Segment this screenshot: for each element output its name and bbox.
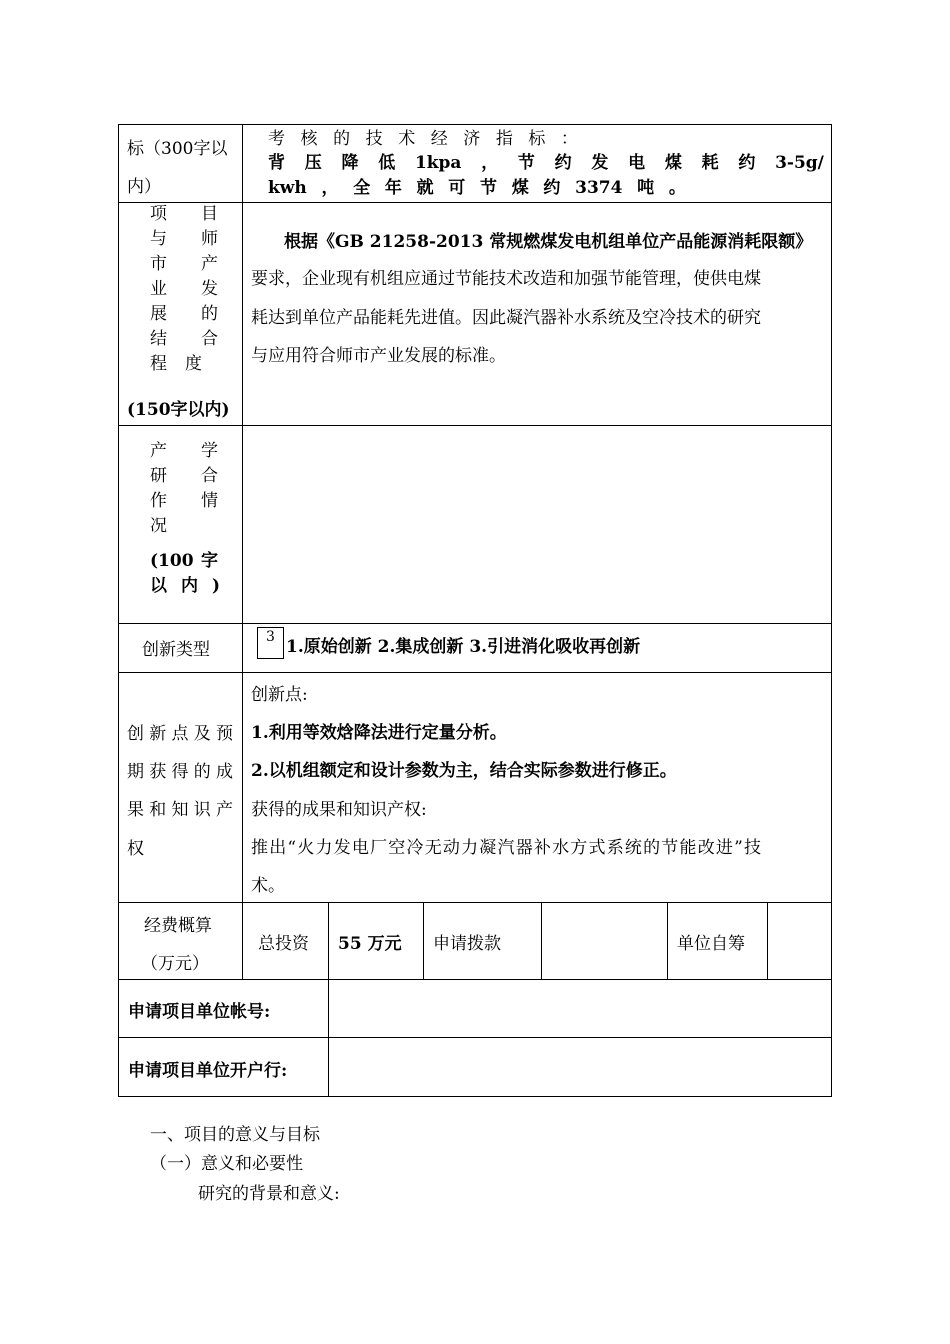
budget-grant-label: 申请拨款 [433, 934, 501, 954]
coop-label-line1: 产 学 [150, 441, 218, 461]
points-label-line2: 期 获 得 的 成 [127, 762, 233, 782]
coop-label-line3: 作 情 [150, 491, 218, 511]
points-content-line4: 获得的成果和知识产权: [251, 800, 427, 820]
market-content-line4: 与应用符合师市产业发展的标准。 [251, 346, 506, 366]
row-divider [118, 425, 832, 426]
market-content-line2: 要求，企业现有机组应通过节能技术改造和加强节能管理，使供电煤 [251, 269, 761, 289]
section-heading-2: （一）意义和必要性 [150, 1154, 303, 1174]
points-content-line2: 1.利用等效焓降法进行定量分析。 [251, 723, 507, 743]
bank-label: 申请项目单位开户行: [128, 1061, 288, 1081]
table-border-right [831, 124, 832, 1097]
budget-label-line1: 经费概算 [144, 916, 212, 936]
budget-label-line2: （万元） [141, 954, 209, 974]
indicator-content-line2: 背 压 降 低 1kpa ， 节 约 发 电 煤 耗 约 3-5g/ [268, 153, 824, 173]
market-label-line4: 业 发 [150, 279, 218, 299]
row-divider [118, 979, 832, 980]
budget-divider [423, 902, 424, 980]
row-divider [118, 1037, 832, 1038]
section-paragraph: 研究的背景和意义: [198, 1184, 340, 1204]
coop-label-line2: 研 合 [150, 466, 218, 486]
indicator-label-line1: 标（300字以 [127, 139, 228, 159]
row-divider [118, 202, 832, 203]
table-border-left [118, 124, 119, 1097]
budget-divider [328, 902, 329, 1097]
label-column-divider [242, 124, 243, 980]
market-label-line6: 结 合 [150, 329, 218, 349]
indicator-label-line2: 内） [127, 177, 161, 197]
innovation-type-label: 创新类型 [142, 640, 210, 660]
market-label-line5: 展 的 [150, 304, 218, 324]
budget-divider [541, 902, 542, 980]
innovation-type-options: 1.原始创新 2.集成创新 3.引进消化吸收再创新 [286, 637, 641, 657]
account-label: 申请项目单位帐号: [128, 1002, 271, 1022]
market-label-line3: 市 产 [150, 254, 218, 274]
budget-divider [667, 902, 668, 980]
market-content-line1: 根据《GB 21258-2013 常规燃煤发电机组单位产品能源消耗限额》 [284, 232, 813, 252]
budget-total-label: 总投资 [258, 934, 309, 954]
section-heading-1: 一、项目的意义与目标 [150, 1125, 320, 1145]
budget-divider [767, 902, 768, 980]
points-label-line1: 创 新 点 及 预 [127, 724, 233, 744]
budget-total-value: 55 万元 [338, 934, 402, 954]
innovation-type-selection-box[interactable]: 3 [257, 627, 284, 659]
points-content-line5: 推出“火力发电厂空冷无动力凝汽器补水方式系统的节能改进”技 [251, 838, 763, 858]
market-content-line3: 耗达到单位产品能耗先进值。因此凝汽器补水系统及空冷技术的研究 [251, 308, 761, 328]
table-border-top [118, 124, 832, 125]
points-content-line1: 创新点: [251, 685, 308, 705]
coop-label-line4: 况 [150, 516, 167, 536]
points-content-line6: 术。 [251, 876, 285, 896]
row-divider [118, 902, 832, 903]
points-label-line3: 果 和 知 识 产 [127, 800, 233, 820]
market-label-limit: (150字以内) [127, 400, 230, 420]
indicator-content-line3: kwh ， 全 年 就 可 节 煤 约 3374 吨 。 [268, 178, 686, 198]
row-divider [118, 623, 832, 624]
points-content-line3: 2.以机组额定和设计参数为主，结合实际参数进行修正。 [251, 761, 677, 781]
budget-self-label: 单位自筹 [677, 934, 745, 954]
row-divider [118, 672, 832, 673]
market-label-line7: 程 度 [150, 354, 202, 374]
coop-label-limit-line1: (100 字 [150, 551, 218, 571]
coop-label-limit-line2: 以 内 ) [150, 576, 220, 596]
market-label-line2: 与 师 [150, 229, 218, 249]
indicator-content-line1: 考 核 的 技 术 经 济 指 标 ： [268, 129, 578, 149]
market-label-line1: 项 目 [150, 204, 218, 224]
points-label-line4: 权 [127, 839, 144, 859]
table-border-bottom [118, 1096, 832, 1097]
